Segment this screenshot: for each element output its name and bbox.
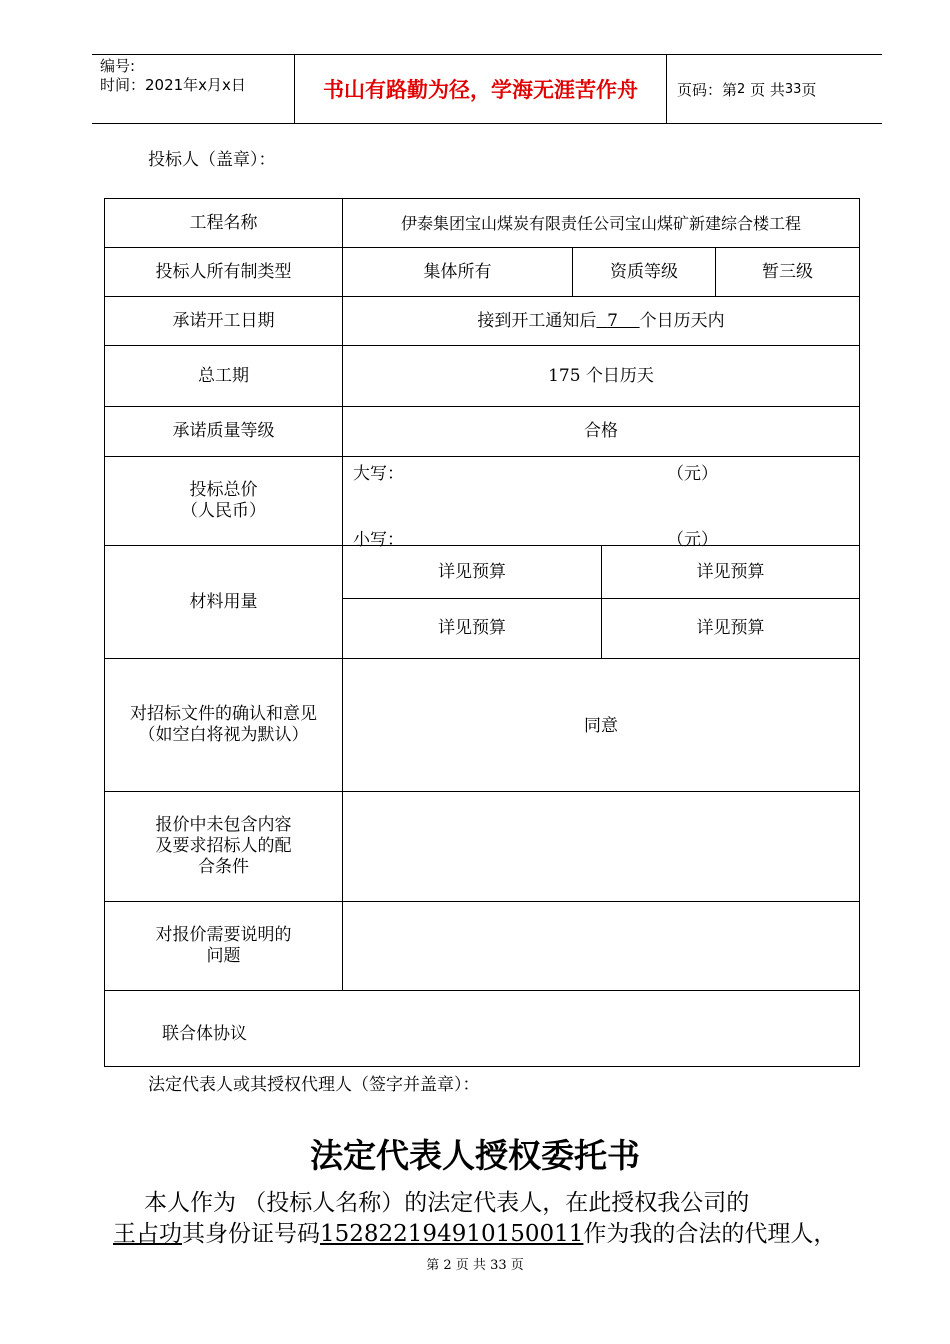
- price-upper-label: 大写：: [353, 464, 404, 484]
- header-divider: [666, 55, 667, 123]
- explain-label: 对报价需要说明的 问题: [155, 925, 292, 966]
- header-motto: 书山有路勤为径，学海无涯苦作舟: [323, 78, 638, 102]
- project-name-value: 伊泰集团宝山煤炭有限责任公司宝山煤矿新建综合楼工程: [400, 213, 801, 233]
- material-cell: 详见预算: [696, 561, 765, 582]
- quality-value: 合格: [584, 421, 618, 441]
- bid-form-table: [104, 198, 860, 1067]
- row-line: [105, 990, 859, 991]
- price-lower-label: 小写：: [353, 530, 404, 550]
- qualification-label: 资质等级: [610, 261, 678, 282]
- auth-title: 法定代表人授权委托书: [310, 1136, 640, 1175]
- project-name-label: 工程名称: [189, 212, 258, 233]
- price-label: 投标总价 （人民币）: [181, 480, 266, 521]
- ownership-label: 投标人所有制类型: [155, 261, 292, 282]
- auth-body: 本人作为 （投标人名称）的法定代表人，在此授权我公司的 王占功其身份证号码15282219491015001​1作为我的合法的代理人，: [113, 1190, 837, 1247]
- quality-label: 承诺质量等级: [172, 421, 275, 441]
- id-number: 15282219491015001​1: [320, 1221, 584, 1247]
- page-header: [92, 54, 882, 124]
- header-number-label: 编号:: [100, 57, 136, 75]
- bidder-seal-label: 投标人（盖章）：: [148, 150, 276, 170]
- footer-page-number: 第 2 页 共 33 页: [426, 1258, 524, 1273]
- header-time: 时间：2021年x月x日: [100, 76, 246, 94]
- start-date-label: 承诺开工日期: [172, 310, 275, 331]
- ownership-value: 集体所有: [423, 261, 492, 282]
- consortium-label: 联合体协议: [162, 1024, 247, 1044]
- material-cell: 详见预算: [438, 561, 506, 582]
- material-cell: 详见预算: [438, 618, 506, 638]
- signature-line: 法定代表人或其授权代理人（签字并盖章）：: [148, 1075, 480, 1095]
- price-upper-unit: （元）: [667, 464, 718, 484]
- confirm-label: 对招标文件的确认和意见 （如空白将视为默认）: [130, 704, 317, 745]
- confirm-value: 同意: [584, 716, 618, 736]
- material-cell: 详见预算: [696, 618, 765, 638]
- start-date-value: 接到开工通知后 7 个日历天内: [477, 310, 725, 331]
- agent-name: 王占功: [113, 1221, 182, 1247]
- duration-value: 175 个日历天: [548, 365, 654, 386]
- material-label: 材料用量: [189, 591, 258, 612]
- price-lower-unit: （元）: [667, 530, 718, 550]
- header-meta: [100, 57, 295, 95]
- header-page-number: 页码：第 2 页 共 33 页: [677, 80, 817, 99]
- excluded-label: 报价中未包含内容 及要求招标人的配 合条件: [155, 815, 292, 877]
- qualification-value: 暂三级: [762, 261, 813, 282]
- start-date-days: 7: [607, 310, 618, 331]
- duration-label: 总工期: [198, 365, 249, 386]
